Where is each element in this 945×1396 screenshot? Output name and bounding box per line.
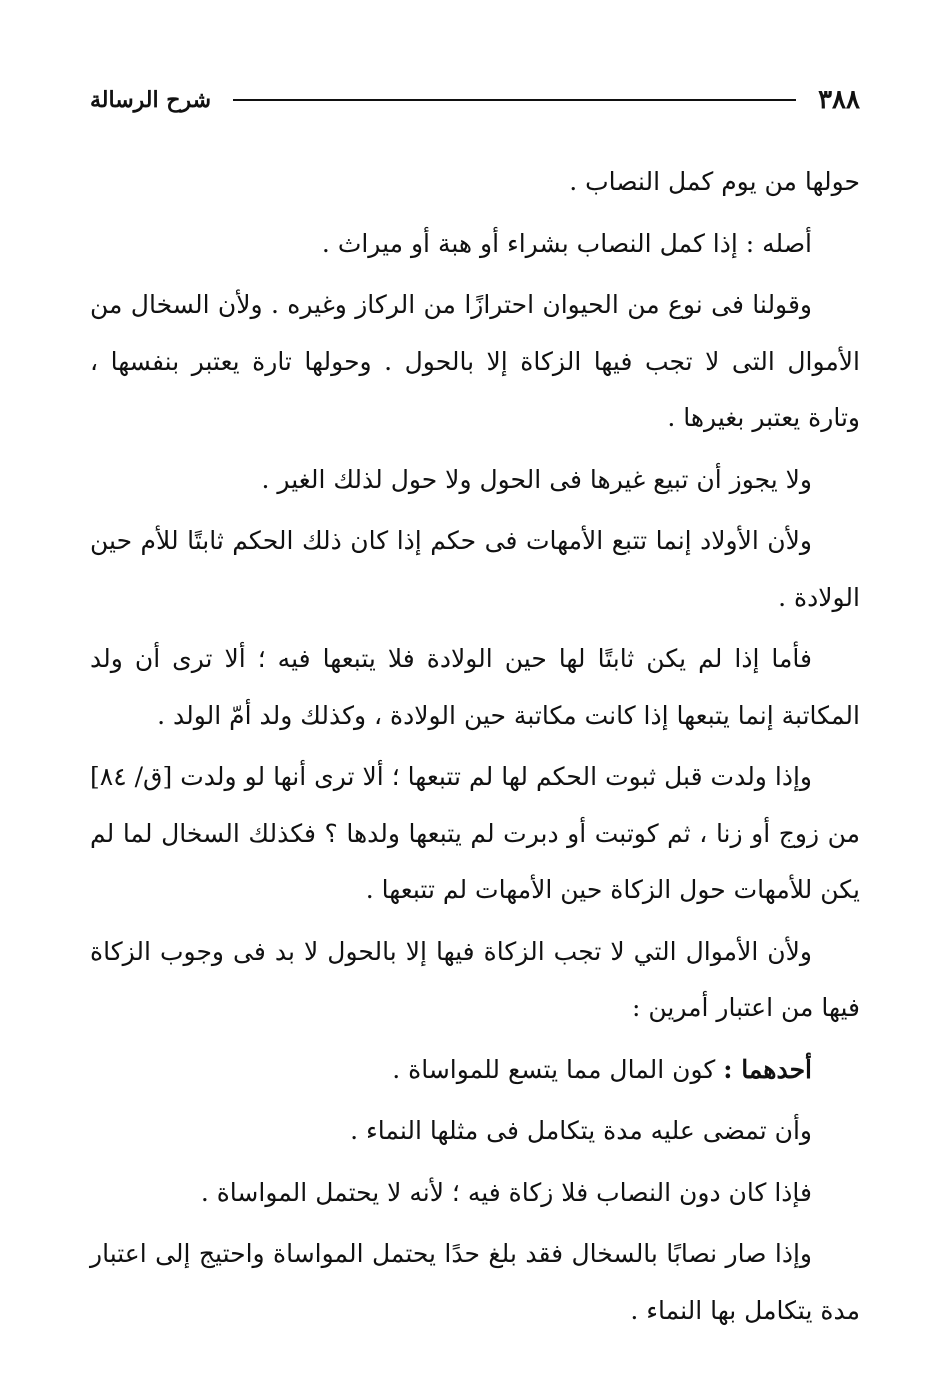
page-header (90, 82, 860, 118)
paragraph (90, 749, 860, 919)
paragraph-lead: أحدهما : (723, 1054, 812, 1084)
paragraph-text: فإذا كان دون النصاب فلا زكاة فيه ؛ لأنه لا يحتمل المواساة . (200, 1177, 812, 1207)
paragraph (90, 452, 860, 509)
paragraph-text: حولها من يوم كمل النصاب . (569, 167, 860, 196)
paragraph (90, 1042, 860, 1099)
paragraph (90, 1226, 860, 1339)
paragraph-text: أصله : إذا كمل النصاب بشراء أو هبة أو ميراث . (321, 228, 812, 258)
paragraph-text: وقولنا فى نوع من الحيوان احترازًا من الركاز وغيره . ولأن السخال من الأموال التى لا تجب فيها الزكاة إلا بالحول . وحولها تارة يعتبر بنفسها ، وتارة يعتبر بغيرها . (90, 290, 860, 432)
paragraph-text: ولأن الأموال التي لا تجب الزكاة فيها إلا بالحول لا بد فى وجوب الزكاة فيها من اعتبار أمرين : (90, 936, 860, 1022)
running-title: شرح الرسالة (90, 87, 212, 113)
paragraph (90, 631, 860, 744)
paragraph-text: فأما إذا لم يكن ثابتًا لها حين الولادة فلا يتبعها فيه ؛ ألا ترى أن ولد المكاتبة إنما يتبعها إذا كانت مكاتبة حين الولادة ، وكذلك ولد أمّ الولد . (90, 644, 860, 730)
paragraph-text: ولا يجوز أن تبيع غيرها فى الحول ولا حول لذلك الغير . (261, 464, 812, 494)
paragraph (90, 1165, 860, 1222)
paragraph-text: كون المال مما يتسع للمواساة . (392, 1054, 724, 1084)
header-rule (233, 99, 796, 101)
paragraph-text: ولأن الأولاد إنما تتبع الأمهات فى حكم إذا كان ذلك الحكم ثابتًا للأم حين الولادة . (90, 526, 860, 612)
page-body (90, 154, 860, 1339)
paragraph-text: وإذا صار نصابًا بالسخال فقد بلغ حدًا يحتمل المواساة واحتيج إلى اعتبار مدة يتكامل بها النماء . (90, 1239, 860, 1325)
paragraph (90, 924, 860, 1037)
paragraph (90, 277, 860, 447)
paragraph-text: وإذا ولدت قبل ثبوت الحكم لها لم تتبعها ؛ ألا ترى أنها لو ولدت [ق/ ٨٤] من زوج أو زنا ، ثم كوتبت أو دبرت لم يتبعها ولدها ؟ فكذلك السخال لما لم يكن للأمهات حول الزكاة حين الأمهات لم تتبعها . (90, 762, 860, 904)
paragraph (90, 513, 860, 626)
paragraph (90, 216, 860, 273)
paragraph-text: وأن تمضى عليه مدة يتكامل فى مثلها النماء . (350, 1116, 812, 1145)
book-page (90, 82, 860, 1344)
page-number: ٣٨٨ (818, 85, 860, 115)
paragraph (90, 1103, 860, 1160)
paragraph (90, 154, 860, 211)
